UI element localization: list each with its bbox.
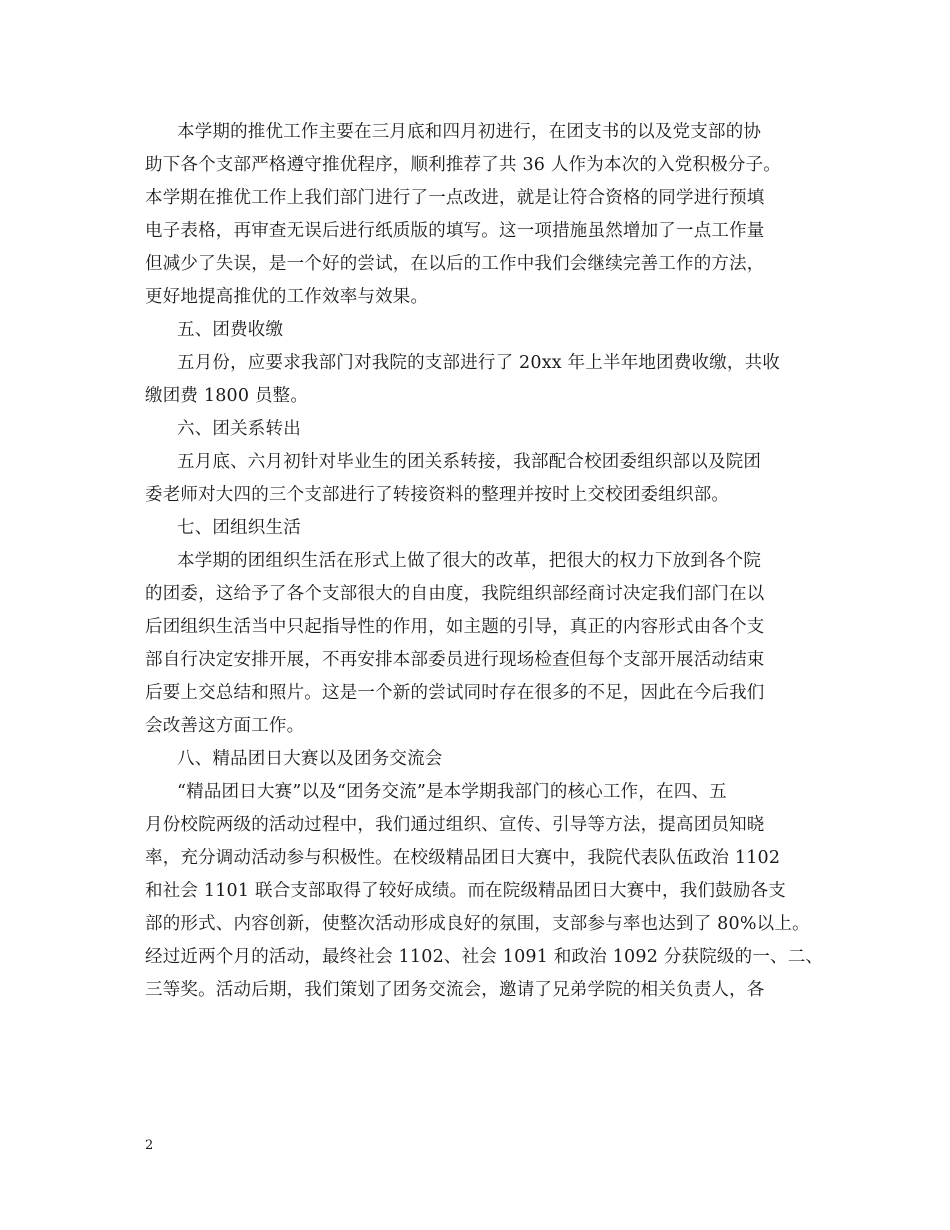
section-heading: 六、团关系转出	[177, 419, 301, 439]
paragraph-line: 月份校院两级的活动过程中，我们通过组织、宣传、引导等方法，提高团员知晓	[145, 815, 765, 835]
paragraph-line: 的团委，这给予了各个支部很大的自由度，我院组织部经商讨决定我们部门在以	[145, 584, 765, 604]
paragraph-line: 部自行决定安排开展，不再安排本部委员进行现场检查但每个支部开展活动结束	[145, 650, 765, 670]
paragraph-line: 本学期的团组织生活在形式上做了很大的改革，把很大的权力下放到各个院	[177, 551, 762, 571]
paragraph-line: 五月份，应要求我部门对我院的支部进行了 20xx 年上半年地团费收缴，共收	[177, 353, 781, 373]
paragraph-line: 电子表格，再审查无误后进行纸质版的填写。这一项措施虽然增加了一点工作量	[145, 221, 765, 241]
paragraph-line: 更好地提高推优的工作效率与效果。	[145, 287, 429, 307]
paragraph-line: 委老师对大四的三个支部进行了转接资料的整理并按时上交校团委组织部。	[145, 485, 730, 505]
section-heading: 七、团组织生活	[177, 518, 301, 538]
section-heading: 八、精品团日大赛以及团务交流会	[177, 749, 443, 769]
paragraph-line: 三等奖。活动后期，我们策划了团务交流会，邀请了兄弟学院的相关负责人，各	[145, 980, 765, 1000]
paragraph-line: “精品团日大赛”以及“团务交流”是本学期我部门的核心工作，在四、五	[177, 782, 727, 802]
paragraph-line: 本学期在推优工作上我们部门进行了一点改进，就是让符合资格的同学进行预填	[145, 188, 765, 208]
paragraph-line: 会改善这方面工作。	[145, 716, 305, 736]
section-heading: 五、团费收缴	[177, 320, 284, 340]
paragraph-line: 部的形式、内容创新，使整次活动形成良好的氛围，支部参与率也达到了 80%以上。	[145, 914, 810, 934]
paragraph-line: 率，充分调动活动参与积极性。在校级精品团日大赛中，我院代表队伍政治 1102	[145, 848, 781, 868]
paragraph-line: 缴团费 1800 员整。	[145, 386, 309, 406]
paragraph-line: 后要上交总结和照片。这是一个新的尝试同时存在很多的不足，因此在今后我们	[145, 683, 765, 703]
paragraph-line: 和社会 1101 联合支部取得了较好成绩。而在院级精品团日大赛中，我们鼓励各支	[145, 881, 786, 901]
paragraph-line: 经过近两个月的活动，最终社会 1102、社会 1091 和政治 1092 分获院级的一、二、	[145, 947, 824, 967]
paragraph-line: 后团组织生活当中只起指导性的作用，如主题的引导，真正的内容形式由各个支	[145, 617, 765, 637]
paragraph-line: 本学期的推优工作主要在三月底和四月初进行，在团支书的以及党支部的协	[177, 122, 762, 142]
page-number: 2	[145, 1138, 154, 1153]
paragraph-line: 但减少了失误，是一个好的尝试，在以后的工作中我们会继续完善工作的方法，	[145, 254, 765, 274]
paragraph-line: 五月底、六月初针对毕业生的团关系转接，我部配合校团委组织部以及院团	[177, 452, 762, 472]
paragraph-line: 助下各个支部严格遵守推优程序，顺利推荐了共 36 人作为本次的入党积极分子。	[145, 155, 781, 175]
